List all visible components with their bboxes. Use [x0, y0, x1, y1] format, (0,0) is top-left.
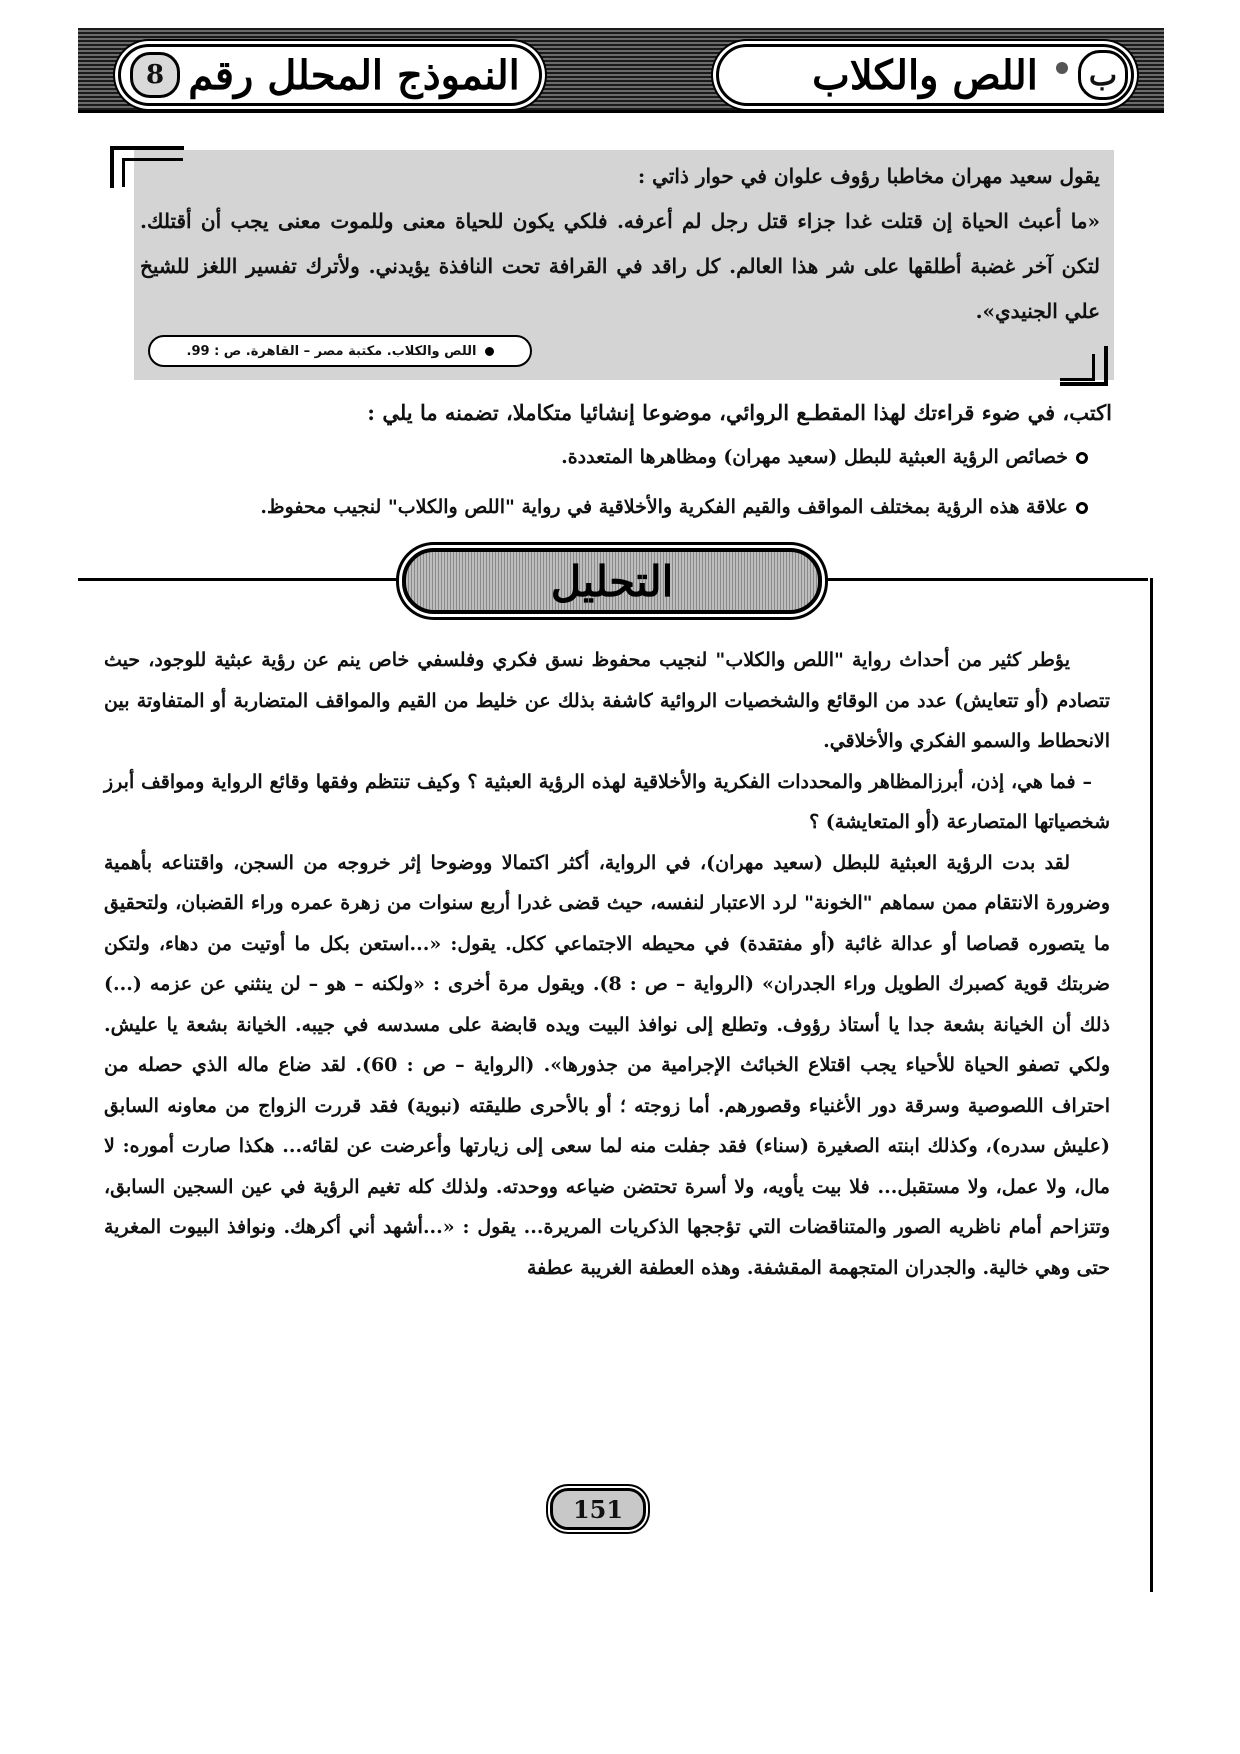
analysis-paragraph: يؤطر كثير من أحداث رواية "اللص والكلاب" لنجيب محفوظ نسق فكري وفلسفي خاص ينم عن رؤية عبثية للوجود، حيث تتصادم (أو تتعايش) عدد من الوقائع والشخصيات الروائية كاشفة بذلك عن خليط من القيم والمواقف المتضاربة أو المتفاوتة بين الانحطاط والسمو الفكري والأخلاقي.	[104, 649, 1110, 752]
chapter-title-pill	[716, 44, 1134, 106]
question-block	[100, 394, 1112, 532]
decorative-dot-icon	[1056, 62, 1068, 74]
page-margin-rule	[1150, 578, 1153, 1592]
bullet-icon	[1076, 502, 1088, 514]
question-item	[100, 432, 1088, 482]
bullet-icon	[1076, 452, 1088, 464]
analysis-paragraph: لقد بدت الرؤية العبثية للبطل (سعيد مهران)، في الرواية، أكثر اكتمالا ووضوحا إثر خروجه من السجن، واقتناعه بأهمية وضرورة الانتقام ممن سماهم "الخونة" لرد الاعتبار لنفسه، حيث قضى غدرا أربع سنوات من زهرة عمره وراء القضبان، ولتحقيق ما يتصوره قصاصا أو عدالة غائبة (أو مفتقدة) في محيطه الاجتماعي ككل. يقول: «...استعن بكل ما أوتيت من دهاء، ولتكن ضربتك قوية كصبرك الطويل وراء الجدران» (الرواية – ص : 8). ويقول مرة أخرى : «ولكنه – هو – لن ينثني عن عزمه (...) ذلك أن الخيانة بشعة جدا يا أستاذ رؤوف. وتطلع إلى نوافذ البيت ويده قابضة على مسدسه في جيبه. الخيانة بشعة يا عليش. ولكي تصفو الحياة للأحياء يجب اقتلاع الخبائث الإجرامية من جذورها». (الرواية – ص : 60). لقد ضاع ماله الذي حصله من احتراف اللصوصية وسرقة دور الأغنياء وقصورهم. أما زوجته ؛ أو بالأحرى طليقته (نبوية) فقد قررت الزواج من معاونه السابق (عليش سدره)، وكذلك ابنته الصغيرة (سناء) فقد جفلت منه لما سعى إلى زيارتها وأعرضت عن لقائه... هكذا صارت أموره: لا مال، ولا عمل، ولا مستقبل... فلا بيت يأويه، ولا أسرة تحتضن ضياعه ووحدته. ولذلك كله تغيم الرؤية في عين السجين السابق، وتتزاحم أمام ناظريه الصور والمتناقضات التي تؤججها الذكريات المريرة... يقول : «...أشهد أني أكرهك. ونوافذ البيوت المغرية حتى وهي خالية. والجدران المتجهمة المقشفة. وهذه العطفة الغريبة عطفة	[104, 851, 1111, 1279]
analysis-body	[104, 640, 1110, 1288]
model-title-pill	[118, 44, 542, 106]
section-letter-badge: ب	[1078, 50, 1128, 100]
page-number: 151	[550, 1488, 646, 1530]
chapter-title: اللص والكلاب	[812, 51, 1038, 99]
corner-bracket-icon	[1060, 354, 1095, 381]
quote-source-text: اللص والكلاب. مكتبة مصر – القاهرة. ص : 99.	[186, 343, 477, 359]
analysis-heading-pill	[402, 548, 822, 614]
analysis-title: التحليل	[550, 556, 674, 606]
quote-intro: يقول سعيد مهران مخاطبا رؤوف علوان في حوار ذاتي :	[637, 164, 1100, 188]
quote-body: «ما أعبث الحياة إن قتلت غدا جزاء قتل رجل لم أعرفه. فلكي يكون للحياة معنى وللموت معنى يجب أن أقتلك. لتكن آخر غضبة أطلقها على شر هذا العالم. كل راقد في القرافة تحت النافذة يؤيدني. ولأترك تفسير اللغز للشيخ علي الجنيدي».	[140, 209, 1100, 323]
question-item-text: خصائص الرؤية العبثية للبطل (سعيد مهران) ومظاهرها المتعددة.	[561, 446, 1068, 468]
quote-source	[148, 335, 532, 367]
model-number-badge: 8	[130, 52, 180, 98]
question-lead: اكتب، في ضوء قراءتك لهذا المقطـع الروائي، موضوعا إنشائيا متكاملا، تضمنه ما يلي :	[367, 400, 1112, 425]
question-item	[100, 482, 1088, 532]
analysis-paragraph: – فما هي، إذن، أبرزالمظاهر والمحددات الفكرية والأخلاقية لهذه الرؤية العبثية ؟ وكيف تنتظم وفقها وقائع الرواية ومواقف أبرز شخصياتها المتصارعة (أو المتعايشة) ؟	[104, 770, 1110, 833]
question-item-text: علاقة هذه الرؤية بمختلف المواقف والقيم الفكرية والأخلاقية في رواية "اللص والكلاب" لنجيب محفوظ.	[260, 496, 1068, 518]
model-title: النموذج المحلل رقم	[188, 51, 520, 99]
bullet-icon	[485, 347, 494, 356]
quote-text-block	[140, 154, 1100, 334]
